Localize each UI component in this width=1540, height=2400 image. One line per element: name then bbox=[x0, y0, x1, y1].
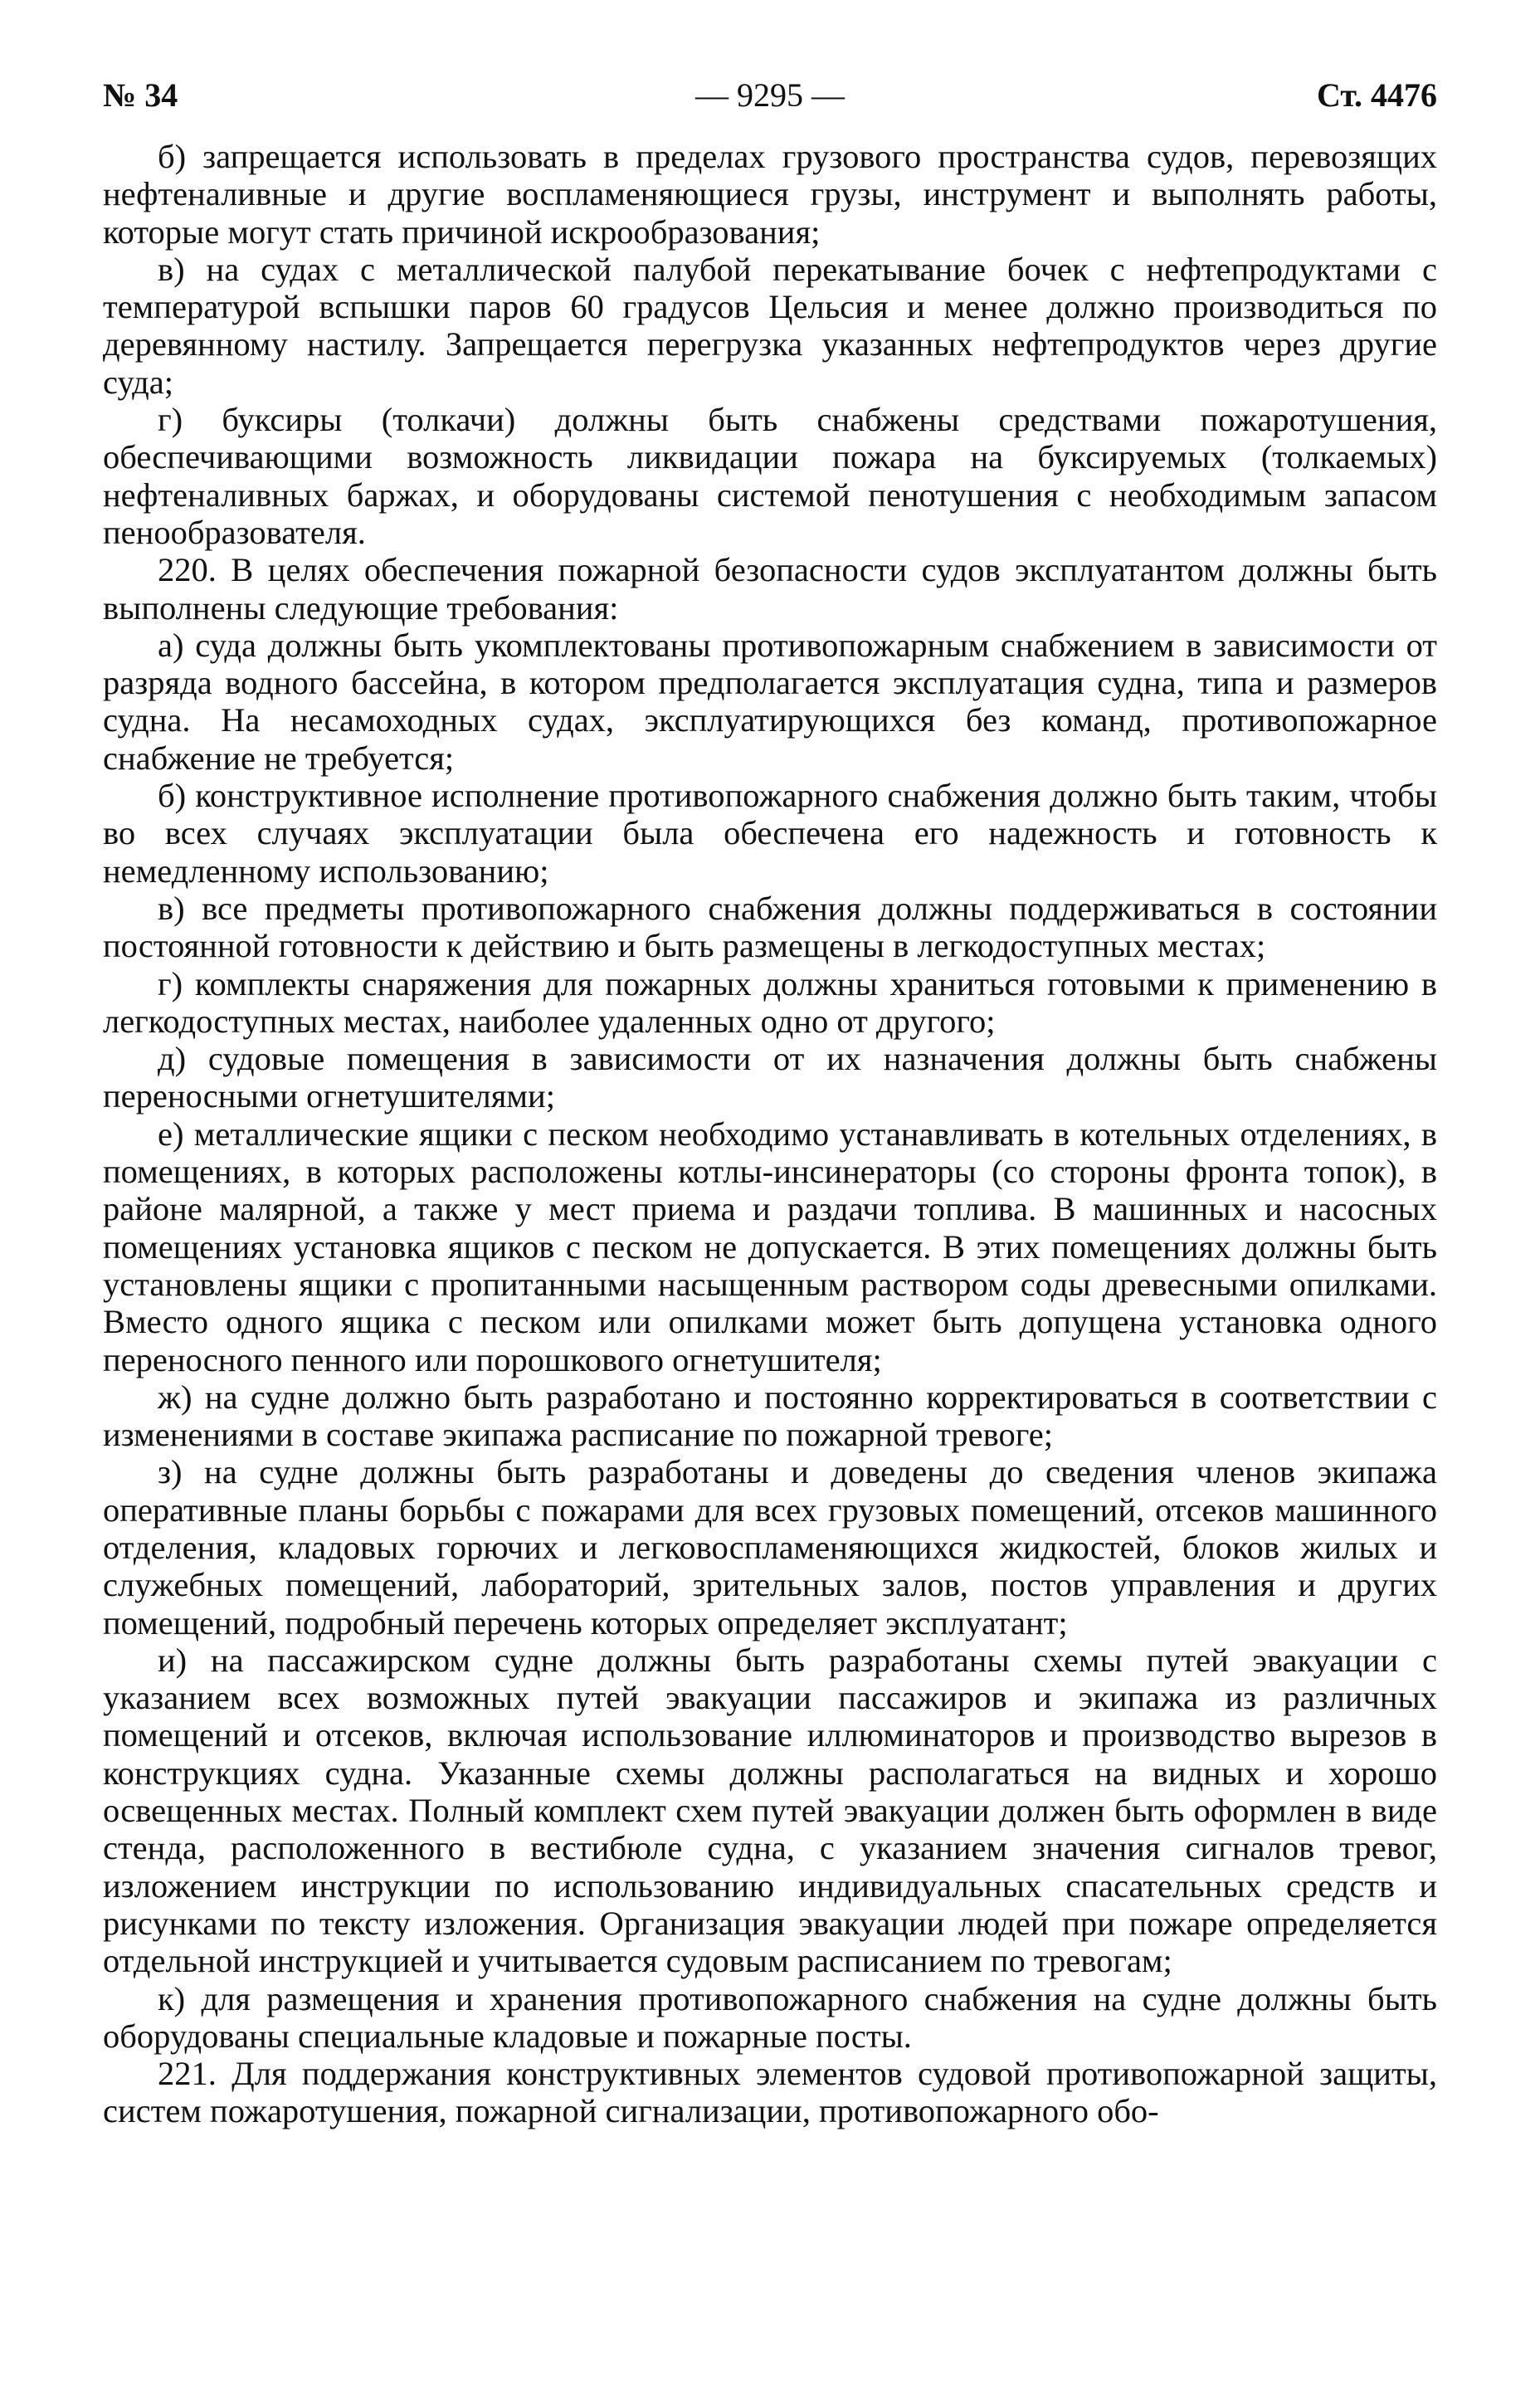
issue-number: № 34 bbox=[103, 76, 178, 114]
paragraph-v-readiness: в) все предметы противопожарного снабжения должны поддерживаться в состоянии постоянной готовности к действию и быть размещены в легкодоступных местах; bbox=[103, 889, 1437, 965]
page-number: — 9295 — bbox=[695, 76, 845, 114]
body-text bbox=[103, 138, 1437, 2130]
page-header bbox=[103, 70, 1437, 121]
paragraph-g-tugs: г) буксиры (толкачи) должны быть снабжены средствами пожаротушения, обеспечивающими возможность ликвидации пожара на буксируемых (толкаемых) нефтеналивных баржах, и оборудованы системой пенотушения с необходимым запасом пенообразователя. bbox=[103, 401, 1437, 551]
paragraph-k-storage: к) для размещения и хранения противопожарного снабжения на судне должны быть оборудованы специальные кладовые и пожарные посты. bbox=[103, 1979, 1437, 2055]
paragraph-221: 221. Для поддержания конструктивных элементов судовой противопожарной защиты, систем пожаротушения, пожарной сигнализации, противопожарного обо- bbox=[103, 2055, 1437, 2130]
paragraph-a-equipment: а) суда должны быть укомплектованы противопожарным снабжением в зависимости от разряда водного бассейна, в котором предполагается эксплуатация судна, типа и размеров судна. На несамоходных судах, эксплуатирующихся без команд, противопожарное снабжение не требуется; bbox=[103, 626, 1437, 777]
paragraph-g-firefighter-kits: г) комплекты снаряжения для пожарных должны храниться готовыми к применению в легкодоступных местах, наиболее удаленных одно от другого; bbox=[103, 964, 1437, 1040]
paragraph-b-tools: б) запрещается использовать в пределах грузового пространства судов, перевозящих нефтеналивные и другие воспламеняющиеся грузы, инструмент и выполнять работы, которые могут стать причиной искрообразования; bbox=[103, 138, 1437, 251]
paragraph-v-barrels: в) на судах с металлической палубой перекатывание бочек с нефтепродуктами с температурой вспышки паров 60 градусов Цельсия и менее должно производиться по деревянному настилу. Запрещается перегрузка указанных нефтепродуктов через другие суда; bbox=[103, 250, 1437, 401]
paragraph-b-design: б) конструктивное исполнение противопожарного снабжения должно быть таким, чтобы во всех случаях эксплуатации была обеспечена его надежность и готовность к немедленному использованию; bbox=[103, 777, 1437, 890]
document-page bbox=[103, 70, 1437, 2130]
paragraph-i-evacuation: и) на пассажирском судне должны быть разработаны схемы путей эвакуации с указанием всех возможных путей эвакуации пассажиров и экипажа из различных помещений и отсеков, включая использование иллюминаторов и производство вырезов в конструкциях судна. Указанные схемы должны располагаться на видных и хорошо освещенных местах. Полный комплект схем путей эвакуации должен быть оформлен в виде стенда, расположенного в вестибюле судна, с указанием значения сигналов тревог, изложением инструкции по использованию индивидуальных спасательных средств и рисунками по тексту изложения. Организация эвакуации людей при пожаре определяется отдельной инструкцией и учитывается судовым расписанием по тревогам; bbox=[103, 1641, 1437, 1980]
paragraph-z-operational-plans: з) на судне должны быть разработаны и доведены до сведения членов экипажа оперативные планы борьбы с пожарами для всех грузовых помещений, отсеков машинного отделения, кладовых горючих и легковоспламеняющихся жидкостей, блоков жилых и служебных помещений, лабораторий, зрительных залов, постов управления и других помещений, подробный перечень которых определяет эксплуатант; bbox=[103, 1453, 1437, 1641]
paragraph-220: 220. В целях обеспечения пожарной безопасности судов эксплуатантом должны быть выполнены следующие требования: bbox=[103, 551, 1437, 627]
paragraph-d-extinguishers: д) судовые помещения в зависимости от их назначения должны быть снабжены переносными огнетушителями; bbox=[103, 1040, 1437, 1115]
paragraph-zh-fire-alarm-schedule: ж) на судне должно быть разработано и постоянно корректироваться в соответствии с изменениями в составе экипажа расписание по пожарной тревоге; bbox=[103, 1378, 1437, 1454]
article-number: Ст. 4476 bbox=[1317, 76, 1437, 114]
paragraph-e-sand-boxes: е) металлические ящики с песком необходимо устанавливать в котельных отделениях, в помещениях, в которых расположены котлы-инсинераторы (со стороны фронта топок), в районе малярной, а также у мест приема и раздачи топлива. В машинных и насосных помещениях установка ящиков с песком не допускается. В этих помещениях должны быть установлены ящики с пропитанными насыщенным раствором соды древесными опилками. Вместо одного ящика с песком или опилками может быть допущена установка одного переносного пенного или порошкового огнетушителя; bbox=[103, 1115, 1437, 1378]
